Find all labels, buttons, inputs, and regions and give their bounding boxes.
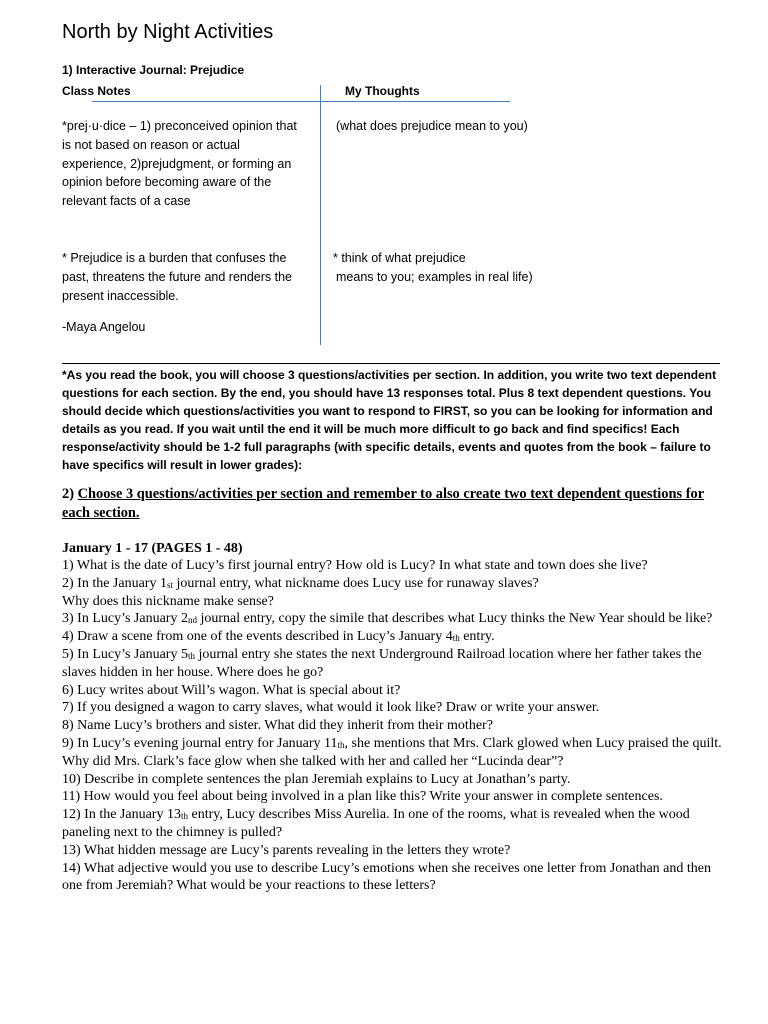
question-item: 13) What hidden message are Lucy’s parents revealing in the letters they wrote? — [62, 842, 511, 858]
class-notes-label: Class Notes — [62, 84, 131, 98]
journal-header-divider — [92, 101, 510, 102]
question-item: 8) Name Lucy’s brothers and sister. What did they inherit from their mother? — [62, 718, 493, 734]
question-item: 3) In Lucy’s January $2_{nd}$ journal entry, copy the simile that describes what Lucy thinks the New Year should be like? — [62, 611, 713, 627]
question-item: 4) Draw a scene from one of the events described in Lucy’s January $4_{th}$ entry. — [62, 629, 495, 645]
section-2-text: Choose 3 questions/activities per section and remember to also create two text dependent questions for each section. — [62, 486, 705, 521]
section-divider-rule — [62, 363, 720, 364]
question-item: 2) In the January $1_{st}$ journal entry, what nickname does Lucy use for runaway slaves? Why does this nickname make sense? — [62, 575, 539, 609]
document-title: North by Night Activities — [62, 21, 274, 43]
instructions-paragraph: *As you read the book, you will choose 3 questions/activities per section. In addition, you write two text dependent questions for each section. By the end, you should have 13 responses total. Plus 8 text dependent questions. You should decide which questions/activities you want to respond to FIRST, so you can be looking for information and details as you read. If you wait until the end it will be much more difficult to go back and find specifics! Each response/activity should be 1-2 full paragraphs (with specific details, events and quotes from the book – failure to have specifics will result in lower grades): — [62, 368, 717, 472]
question-list — [62, 557, 732, 895]
january-section-heading: January 1 - 17 (PAGES 1 - 48) — [62, 541, 243, 556]
question-item: 10) Describe in complete sentences the plan Jeremiah explains to Lucy at Jonathan’s party. — [62, 771, 571, 787]
question-item: 9) In Lucy’s evening journal entry for January $11_{th}$, she mentions that Mrs. Clark glowed when Lucy praised the quilt. Why did Mrs. Clark’s face glow when she talked with her and called her “Lucinda dear”? — [62, 735, 722, 769]
question-item: 14) What adjective would you use to describe Lucy’s emotions when she receives one letter from Jonathan and then one from Jeremiah? What would be your reactions to these letters? — [62, 860, 711, 894]
question-item: 6) Lucy writes about Will’s wagon. What is special about it? — [62, 682, 401, 698]
my-thoughts-label: My Thoughts — [345, 84, 420, 98]
quote-author: -Maya Angelou — [62, 320, 146, 334]
thoughts-prompt-2 — [333, 249, 733, 287]
question-item: 5) In Lucy’s January $5_{th}$ journal entry she states the next Underground Railroad location where her father takes the slaves hidden in her house. Where does he go? — [62, 646, 702, 680]
question-item: 12) In the January $13_{th}$ entry, Lucy describes Miss Aurelia. In one of the rooms, what is revealed when the wood paneling next to the chimney is pulled? — [62, 807, 690, 840]
question-item: 7) If you designed a wagon to carry slaves, what would it look like? Draw or write your answer. — [62, 700, 600, 716]
question-item: 1) What is the date of Lucy’s first journal entry? How old is Lucy? In what state and town does she live? — [62, 558, 648, 573]
question-item: 11) How would you feel about being involved in a plan like this? Write your answer in complete sentences. — [62, 789, 663, 805]
thoughts-prompt-1: (what does prejudice mean to you) — [336, 119, 528, 133]
prejudice-definition: *prej·u·dice – 1) preconceived opinion that is not based on reason or actual experience, 2)prejudgment, or forming an opinion before becoming aware of the relevant facts of a case — [62, 119, 297, 209]
section-2-number: 2) — [62, 486, 74, 502]
journal-column-divider — [320, 85, 321, 345]
section-2-heading — [62, 485, 726, 523]
section-1-heading: 1) Interactive Journal: Prejudice — [62, 63, 245, 77]
thoughts-prompt-2-line-2: means to you; examples in real life) — [336, 269, 533, 284]
angelou-quote: * Prejudice is a burden that confuses the past, threatens the future and renders the present inaccessible. — [62, 251, 293, 303]
thoughts-prompt-2-line-1: * think of what prejudice — [333, 251, 466, 265]
